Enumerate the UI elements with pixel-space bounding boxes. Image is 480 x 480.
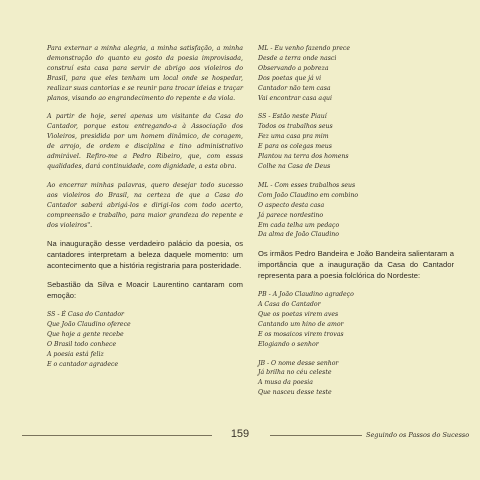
verse-line: Já parece nordestino <box>258 211 324 219</box>
body-paragraph-1: Na inauguração desse verdadeiro palácio da poesia, os cantadores interpretam a beleza daquele momento: um acontecimento que a história registraria para posteridade. <box>47 239 243 270</box>
verse-line: Colhe na Casa de Deus <box>258 162 331 170</box>
page-number: 159 <box>230 428 250 440</box>
verse-line: Vai encontrar casa aqui <box>258 94 333 102</box>
body-paragraph-3: Os irmãos Pedro Bandeira e João Bandeira salientaram a importância que a inauguração da Casa do Cantador representa para a poesia folclórica do Nordeste: <box>258 249 454 280</box>
verse-line: SS - Estão neste Piauí <box>258 113 327 121</box>
verse-line: Todos os trabalhos seus <box>258 123 333 131</box>
verse-line: Já brilha no céu celeste <box>258 369 332 377</box>
quote-paragraph-1: Para externar a minha alegria, a minha satisfação, a minha demonstração do quanto eu gosto da poesia improvisada, construí esta casa para servir de abrigo aos violeiros do Brasil, para que eles tenham um local onde se hospedar, realizar suas cantorias e se reunir para trocar ideias e traçar planos, visando ao engrandecimento do repente e da viola. <box>47 45 243 102</box>
verse-line: O aspecto desta casa <box>258 201 325 209</box>
right-column <box>258 44 454 398</box>
quote-paragraph-2: A partir de hoje, serei apenas um visitante da Casa do Cantador, porque estou entregando-a à Associação dos Violeiros, presidida por um homem dinâmico, de coragem, de arrojo, de ordem e disciplina e tino administrativo admirável. Refiro-me a Pedro Ribeiro, que, com essas qualidades, dará continuidade, com dignidade, a esta obra. <box>47 113 243 170</box>
verse-stanza-6 <box>258 359 454 399</box>
verse-stanza-4 <box>258 181 454 240</box>
verse-line: ML - Eu venho fazendo prece <box>258 45 351 52</box>
quote-paragraph-3: Ao encerrar minhas palavras, quero desejar todo sucesso aos violeiros do Brasil, na certeza de que a Casa do Cantador saberá abrigá-los e dirigi-los com todo acerto, compreensão e trabalho, para maior grandeza do repente e dos violeiros". <box>47 181 243 229</box>
verse-line: A poesia está feliz <box>47 351 104 358</box>
footer-rule-right <box>270 435 362 436</box>
verse-line: Que João Claudino oferece <box>47 321 131 329</box>
verse-line: Cantador não tem casa <box>258 84 331 92</box>
verse-line: Em cada telha um pedaço <box>258 221 340 229</box>
page-footer <box>0 428 480 444</box>
verse-line: Desde a terra onde nasci <box>258 54 337 62</box>
verse-line: SS - É Casa do Cantador <box>47 311 125 319</box>
verse-line: JB - O nome desse senhor <box>258 359 339 367</box>
verse-line: A musa da poesia <box>258 379 313 387</box>
left-column <box>47 44 243 370</box>
verse-line: Observando a pobreza <box>258 64 329 72</box>
body-paragraph-2: Sebastião da Silva e Moacir Laurentino cantaram com emoção: <box>47 280 243 300</box>
verse-line: Dos poetas que já vi <box>258 74 322 82</box>
verse-line: Que hoje a gente recebe <box>47 331 124 339</box>
verse-stanza-2 <box>258 44 454 103</box>
verse-line: Fez uma casa pra mim <box>258 133 329 141</box>
verse-stanza-1 <box>47 310 243 369</box>
verse-line: ML - Com esses trabalhos seus <box>258 181 356 189</box>
verse-line: Elogiando o senhor <box>258 340 319 348</box>
verse-line: Que nasceu desse teste <box>258 389 332 397</box>
verse-line: PB - A João Claudino agradeço <box>258 291 354 299</box>
running-title: Seguindo os Passos do Sucesso <box>366 431 470 439</box>
verse-line: E os mosaicos virem trovas <box>258 330 344 338</box>
verse-line: E o cantador agradece <box>47 360 119 368</box>
verse-stanza-5 <box>258 290 454 349</box>
verse-line: A Casa do Cantador <box>258 301 321 308</box>
verse-line: Cantando um hino de amor <box>258 320 344 328</box>
verse-line: E para os colegas meus <box>258 143 332 151</box>
verse-line: Da alma de João Claudino <box>258 231 340 239</box>
verse-line: Que os poetas virem aves <box>258 310 339 318</box>
verse-line: Plantou na terra dos homens <box>258 153 349 161</box>
footer-rule-left <box>22 435 212 436</box>
verse-line: O Brasil todo conhece <box>47 341 117 349</box>
verse-stanza-3 <box>258 112 454 171</box>
verse-line: Com João Claudino em combino <box>258 191 359 199</box>
